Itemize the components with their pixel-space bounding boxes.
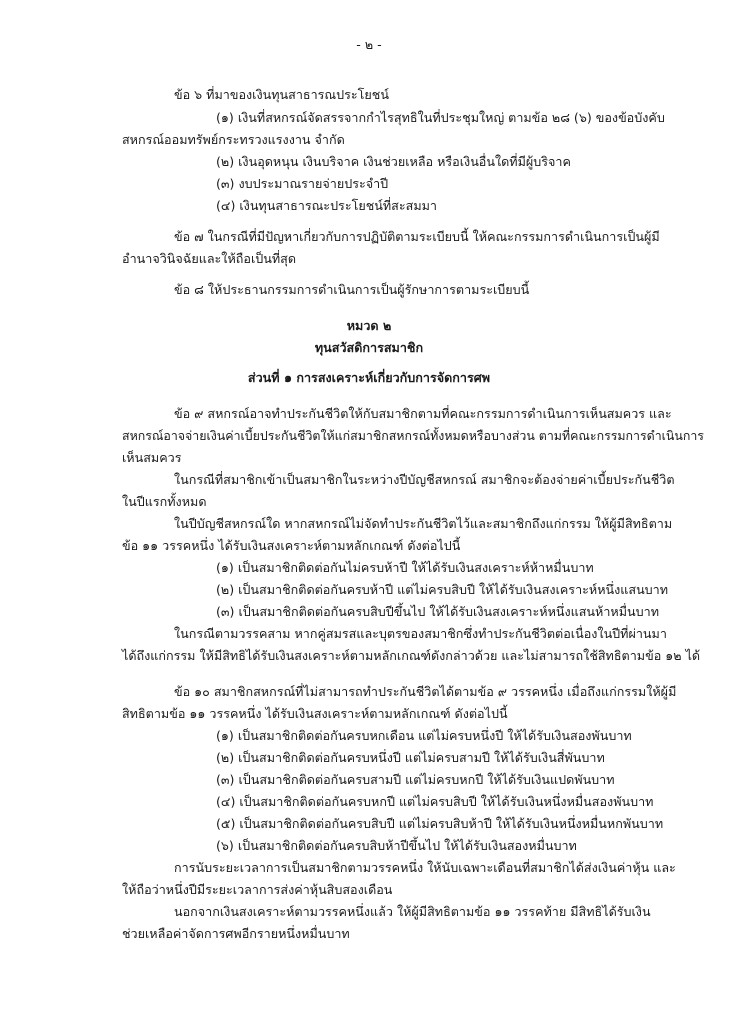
article-6-item-2: (๒) เงินอุดหนุน เงินบริจาค เงินช่วยเหลือ หรือเงินอื่นใดที่มีผู้บริจาค (216, 154, 571, 169)
article-10-item-1: (๑) เป็นสมาชิกติดต่อกันครบหกเดือน แต่ไม่ครบหนึ่งปี ให้ได้รับเงินสองพันบาท (216, 728, 632, 743)
chapter-number: หมวด ๒ (346, 318, 392, 333)
article-10-p3-line-2: ช่วยเหลือค่าจัดการศพอีกรายหนึ่งหมื่นบาท (122, 926, 350, 941)
article-10-p1-line-2: สิทธิตามข้อ ๑๑ วรรคหนึ่ง ได้รับเงินสงเคราะห์ตามหลักเกณฑ์ ดังต่อไปนี้ (122, 706, 508, 721)
article-9-item-1: (๑) เป็นสมาชิกติดต่อกันไม่ครบห้าปี ให้ได้รับเงินสงเคราะห์ห้าหมื่นบาท (216, 560, 594, 575)
article-9-p4-line-1: ในกรณีตามวรรคสาม หากคู่สมรสและบุตรของสมาชิกซึ่งทำประกันชีวิตต่อเนื่องในปีที่ผ่านมา (174, 626, 667, 641)
article-9-p3-line-1: ในปีบัญชีสหกรณ์ใด หากสหกรณ์ไม่จัดทำประกันชีวิตไว้และสมาชิกถึงแก่กรรม ให้ผู้มีสิทธิตาม (174, 516, 673, 531)
article-7-line-1: ข้อ ๗ ในกรณีที่มีปัญหาเกี่ยวกับการปฏิบัติตามระเบียบนี้ ให้คณะกรรมการดำเนินการเป็นผู้มี (174, 229, 660, 244)
article-9-p2-line-2: ในปีแรกทั้งหมด (122, 494, 207, 509)
article-6-item-1-line-2: สหกรณ์ออมทรัพย์กระทรวงแรงงาน จำกัด (122, 132, 345, 147)
article-10-item-3: (๓) เป็นสมาชิกติดต่อกันครบสามปี แต่ไม่ครบหกปี ให้ได้รับเงินแปดพันบาท (216, 772, 615, 787)
article-6-item-4: (๔) เงินทุนสาธารณะประโยชน์ที่สะสมมา (216, 198, 437, 213)
article-9-p2-line-1: ในกรณีที่สมาชิกเข้าเป็นสมาชิกในระหว่างปีบัญชีสหกรณ์ สมาชิกจะต้องจ่ายค่าเบี้ยประกันชีวิต (174, 472, 675, 487)
article-10-item-2: (๒) เป็นสมาชิกติดต่อกันครบหนึ่งปี แต่ไม่ครบสามปี ให้ได้รับเงินสี่พันบาท (216, 750, 605, 765)
article-10-item-6: (๖) เป็นสมาชิกติดต่อกันครบสิบห้าปีขึ้นไป ให้ได้รับเงินสองหมื่นบาท (216, 838, 577, 853)
article-10-p3-line-1: นอกจากเงินสงเคราะห์ตามวรรคหนึ่งแล้ว ให้ผู้มีสิทธิตามข้อ ๑๑ วรรคท้าย มีสิทธิได้รับเงิน (174, 904, 651, 919)
article-8-line-1: ข้อ ๘ ให้ประธานกรรมการดำเนินการเป็นผู้รักษาการตามระเบียบนี้ (174, 282, 530, 297)
part-title: ส่วนที่ ๑ การสงเคราะห์เกี่ยวกับการจัดการศพ (247, 370, 491, 385)
article-6-heading: ข้อ ๖ ที่มาของเงินทุนสาธารณประโยชน์ (174, 87, 389, 102)
article-9-p3-line-2: ข้อ ๑๑ วรรคหนึ่ง ได้รับเงินสงเคราะห์ตามหลักเกณฑ์ ดังต่อไปนี้ (122, 538, 461, 553)
article-9-item-3: (๓) เป็นสมาชิกติดต่อกันครบสิบปีขึ้นไป ให้ได้รับเงินสงเคราะห์หนึ่งแสนห้าหมื่นบาท (216, 604, 659, 619)
page-number: - ๒ - (356, 37, 382, 52)
article-9-p1-line-3: เห็นสมควร (122, 450, 182, 465)
article-9-p1-line-1: ข้อ ๙ สหกรณ์อาจทำประกันชีวิตให้กับสมาชิกตามที่คณะกรรมการดำเนินการเห็นสมควร และ (174, 406, 672, 421)
article-10-p2-line-1: การนับระยะเวลาการเป็นสมาชิกตามวรรคหนึ่ง ให้นับเฉพาะเดือนที่สมาชิกได้ส่งเงินค่าหุ้น และ (174, 860, 676, 875)
article-7-line-2: อำนาจวินิจฉัยและให้ถือเป็นที่สุด (122, 251, 297, 266)
article-9-p4-line-2: ได้ถึงแก่กรรม ให้มีสิทธิได้รับเงินสงเคราะห์ตามหลักเกณฑ์ดังกล่าวด้วย และไม่สามารถใช้สิทธิตามข้อ ๑๒ ได้ (122, 648, 701, 663)
article-10-item-4: (๔) เป็นสมาชิกติดต่อกันครบหกปี แต่ไม่ครบสิบปี ให้ได้รับเงินหนึ่งหมื่นสองพันบาท (216, 794, 654, 809)
article-6-item-1-line-1: (๑) เงินที่สหกรณ์จัดสรรจากกำไรสุทธิในที่ประชุมใหญ่ ตามข้อ ๒๘ (๖) ของข้อบังคับ (216, 110, 665, 125)
article-9-item-2: (๒) เป็นสมาชิกติดต่อกันครบห้าปี แต่ไม่ครบสิบปี ให้ได้รับเงินสงเคราะห์หนึ่งแสนบาท (216, 582, 669, 597)
article-10-p2-line-2: ให้ถือว่าหนึ่งปีมีระยะเวลาการส่งค่าหุ้นสิบสองเดือน (122, 882, 393, 897)
article-9-p1-line-2: สหกรณ์อาจจ่ายเงินค่าเบี้ยประกันชีวิตให้แก่สมาชิกสหกรณ์ทั้งหมดหรือบางส่วน ตามที่คณะกรรมการดำเนินการ (122, 428, 704, 443)
article-10-p1-line-1: ข้อ ๑๐ สมาชิกสหกรณ์ที่ไม่สามารถทำประกันชีวิตได้ตามข้อ ๙ วรรคหนึ่ง เมื่อถึงแก่กรรมให้ผู้มี (174, 684, 677, 699)
article-6-item-3: (๓) งบประมาณรายจ่ายประจำปี (216, 176, 389, 191)
article-10-item-5: (๕) เป็นสมาชิกติดต่อกันครบสิบปี แต่ไม่ครบสิบห้าปี ให้ได้รับเงินหนึ่งหมื่นหกพันบาท (216, 816, 664, 831)
chapter-title: ทุนสวัสดิการสมาชิก (314, 340, 424, 355)
